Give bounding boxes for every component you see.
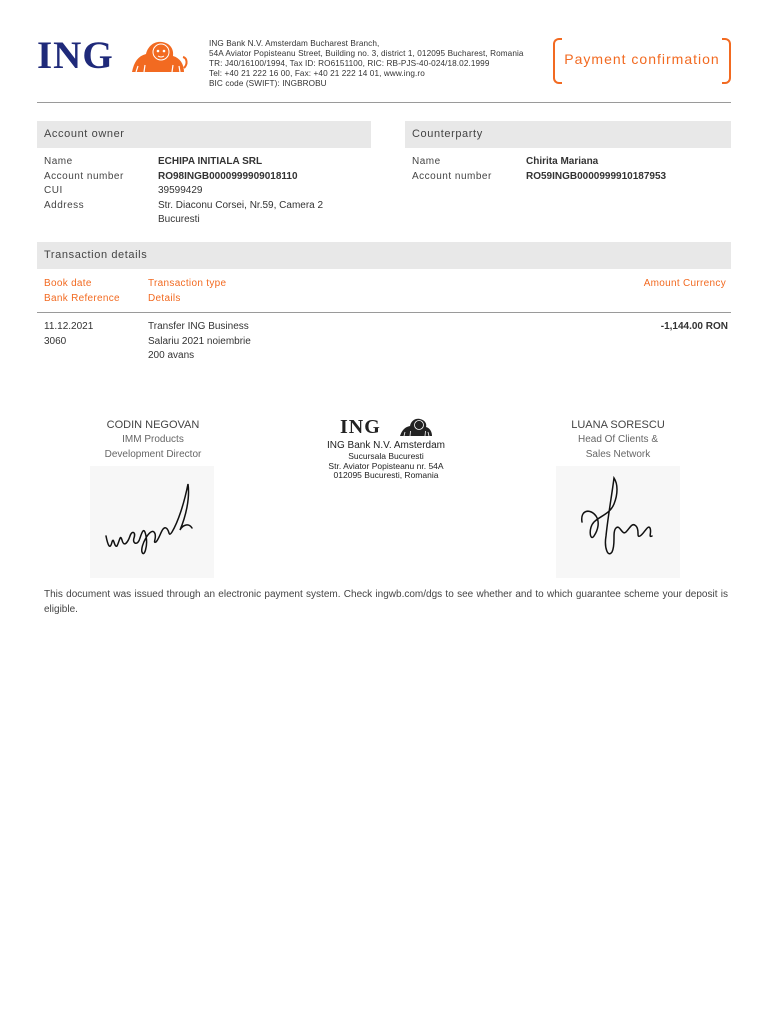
bank-info-line: 54A Aviator Popisteanu Street, Building no. 3, district 1, 012095 Bucharest, Romania xyxy=(209,49,524,59)
column-header-date xyxy=(44,277,120,306)
address-label: Address xyxy=(44,199,85,211)
counterparty-account-number: RO59INGB0000999910187953 xyxy=(526,170,667,182)
transaction-type-header: Transaction type xyxy=(148,278,227,289)
cui-label: CUI xyxy=(44,185,63,196)
counterparty-labels xyxy=(412,155,492,184)
stamp-lion-icon xyxy=(398,416,434,438)
right-signature-icon xyxy=(556,466,680,578)
header-divider xyxy=(37,102,731,103)
right-signatory-title-line1: Head Of Clients & xyxy=(577,434,659,445)
left-signature-area xyxy=(90,466,214,578)
details-header: Details xyxy=(148,292,181,304)
bank-info-line: ING Bank N.V. Amsterdam Bucharest Branch, xyxy=(209,39,380,48)
owner-name: ECHIPA INITIALA SRL xyxy=(158,156,263,167)
details-line1: Salariu 2021 noiembrie xyxy=(148,335,251,347)
document-title: Payment confirmation xyxy=(564,51,720,67)
transaction-type-cell xyxy=(148,320,251,364)
details-line2: 200 avans xyxy=(148,350,195,361)
lion-logo-icon xyxy=(128,38,188,76)
counterparty-name: Chirita Mariana xyxy=(526,156,599,167)
title-bracket-left xyxy=(553,38,562,84)
title-bracket-right xyxy=(722,38,731,84)
left-signatory-title-line2: Development Director xyxy=(104,449,202,460)
bank-info-line: Tel: +40 21 222 16 00, Fax: +40 21 222 14 01, www.ing.ro xyxy=(209,69,425,79)
amount-currency-header: Amount Currency xyxy=(643,278,726,289)
account-owner-heading: Account owner xyxy=(37,121,371,148)
bank-info-line: TR: J40/16100/1994, Tax ID: RO6151100, RIC: RB-PJS-40-024/18.02.1999 xyxy=(209,59,490,69)
counterparty-values xyxy=(526,155,666,184)
footer-disclaimer: This document was issued through an electronic payment system. Check ingwb.com/dgs to see whether and to which guarantee scheme your deposit is eligible. xyxy=(44,589,728,615)
transaction-details-heading: Transaction details xyxy=(37,242,731,269)
transaction-type-value: Transfer ING Business xyxy=(148,321,249,332)
bank-reference-header: Bank Reference xyxy=(44,292,120,304)
account-number-label: Account number xyxy=(412,170,492,182)
left-signatory-name: CODIN NEGOVAN xyxy=(106,419,200,431)
amount-value: -1,144.00 RON xyxy=(660,321,728,332)
name-label: Name xyxy=(412,156,441,167)
stamp-ing-logo: ING xyxy=(340,416,381,438)
counterparty-heading: Counterparty xyxy=(405,121,731,148)
owner-account-number: RO98INGB0000999909018110 xyxy=(158,170,298,182)
owner-cui: 39599429 xyxy=(158,185,203,196)
stamp-line1: ING Bank N.V. Amsterdam xyxy=(326,440,445,451)
book-date-header: Book date xyxy=(44,278,92,289)
owner-address-line1: Str. Diaconu Corsei, Nr.59, Camera 2 xyxy=(158,199,324,211)
stamp-line2: Sucursala Bucuresti xyxy=(348,451,424,461)
name-label: Name xyxy=(44,156,73,167)
book-date-value: 11.12.2021 xyxy=(44,321,94,332)
account-number-label: Account number xyxy=(44,170,124,182)
table-row xyxy=(44,320,93,349)
column-header-type xyxy=(148,277,226,306)
left-signature-icon xyxy=(90,466,214,578)
stamp-line4: 012095 Bucuresti, Romania xyxy=(333,470,439,480)
bank-info-line: BIC code (SWIFT): INGBROBU xyxy=(209,79,327,89)
right-signatory-title-line2: Sales Network xyxy=(585,449,651,460)
bank-reference-value: 3060 xyxy=(44,335,67,347)
ing-logo: ING xyxy=(37,34,114,77)
right-signature-area xyxy=(556,466,680,578)
right-signatory-name: LUANA SORESCU xyxy=(571,419,665,431)
owner-address-line2: Bucuresti xyxy=(158,214,200,225)
left-signatory-title-line1: IMM Products xyxy=(122,434,184,445)
stamp-line3: Str. Aviator Popisteanu nr. 54A xyxy=(328,461,444,471)
bank-address-block xyxy=(209,39,524,89)
account-owner-values xyxy=(158,155,323,228)
account-owner-labels xyxy=(44,155,124,213)
transaction-header-divider xyxy=(37,312,731,313)
